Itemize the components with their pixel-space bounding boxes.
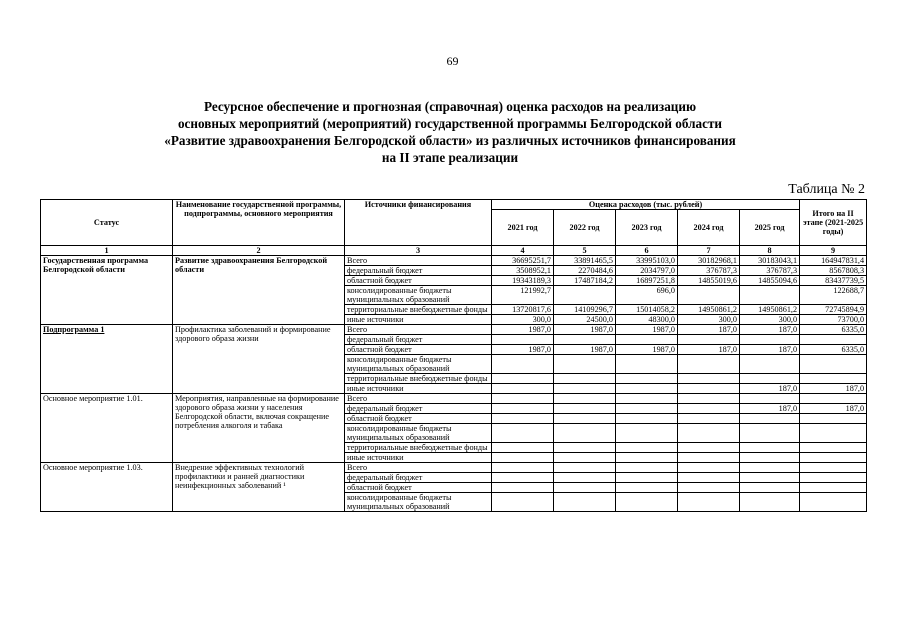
funding-source: Всего xyxy=(345,325,492,335)
funding-source: областной бюджет xyxy=(345,414,492,424)
col-number: 4 xyxy=(492,246,554,256)
year-value xyxy=(492,355,554,374)
year-value xyxy=(492,384,554,394)
year-value xyxy=(492,483,554,493)
year-value xyxy=(740,394,800,404)
year-value xyxy=(492,453,554,463)
year-value xyxy=(740,286,800,305)
year-value xyxy=(740,493,800,512)
year-value xyxy=(492,404,554,414)
year-value xyxy=(740,453,800,463)
year-value: 187,0 xyxy=(678,325,740,335)
row-status: Подпрограмма 1 xyxy=(41,325,173,394)
year-value: 1987,0 xyxy=(492,345,554,355)
col-number: 1 xyxy=(41,246,173,256)
year-value xyxy=(616,483,678,493)
year-value xyxy=(678,394,740,404)
year-value: 187,0 xyxy=(740,404,800,414)
row-program-name: Внедрение эффективных технологий профилактики и ранней диагностики неинфекционных заболеваний ¹ xyxy=(173,463,345,512)
col-number: 8 xyxy=(740,246,800,256)
funding-source: консолидированные бюджеты муниципальных образований xyxy=(345,493,492,512)
year-value: 3508952,1 xyxy=(492,266,554,276)
year-value xyxy=(616,374,678,384)
year-value xyxy=(554,453,616,463)
document-title xyxy=(100,98,800,166)
year-value: 1987,0 xyxy=(492,325,554,335)
year-value xyxy=(554,493,616,512)
funding-source: территориальные внебюджетные фонды xyxy=(345,305,492,315)
year-value: 16897251,8 xyxy=(616,276,678,286)
total-value: 122688,7 xyxy=(800,286,867,305)
year-value xyxy=(554,443,616,453)
year-value: 2270484,6 xyxy=(554,266,616,276)
title-line-1: Ресурсное обеспечение и прогнозная (справочная) оценка расходов на реализацию xyxy=(203,99,697,114)
year-value xyxy=(616,414,678,424)
table-row xyxy=(41,325,867,335)
year-value xyxy=(678,424,740,443)
table-header xyxy=(41,200,867,256)
total-value xyxy=(800,355,867,374)
year-value: 24500,0 xyxy=(554,315,616,325)
total-value: 72745894,9 xyxy=(800,305,867,315)
year-value: 187,0 xyxy=(678,345,740,355)
title-line-2: основных мероприятий (мероприятий) государственной программы Белгородской области xyxy=(177,116,723,131)
row-program-name: Мероприятия, направленные на формирование здорового образа жизни у населения Белгородской области, включая сокращение потребления алкоголя и табака xyxy=(173,394,345,463)
header-year-2022: 2022 год xyxy=(554,210,616,246)
year-value xyxy=(740,355,800,374)
year-value: 33891465,5 xyxy=(554,256,616,266)
year-value xyxy=(616,493,678,512)
year-value xyxy=(554,374,616,384)
year-value xyxy=(740,424,800,443)
year-value xyxy=(740,335,800,345)
year-value xyxy=(678,453,740,463)
year-value: 13720817,6 xyxy=(492,305,554,315)
year-value: 121992,7 xyxy=(492,286,554,305)
year-value: 14950861,2 xyxy=(678,305,740,315)
year-value xyxy=(616,473,678,483)
table-row xyxy=(41,394,867,404)
year-value: 33995103,0 xyxy=(616,256,678,266)
year-value xyxy=(740,414,800,424)
total-value xyxy=(800,443,867,453)
col-number: 2 xyxy=(173,246,345,256)
year-value xyxy=(678,493,740,512)
funding-source: Всего xyxy=(345,463,492,473)
year-value: 187,0 xyxy=(740,325,800,335)
funding-source: территориальные внебюджетные фонды xyxy=(345,374,492,384)
year-value xyxy=(554,404,616,414)
year-value: 300,0 xyxy=(740,315,800,325)
year-value: 17487184,2 xyxy=(554,276,616,286)
row-program-name: Развитие здравоохранения Белгородской области xyxy=(173,256,345,325)
header-name: Наименование государственной программы, подпрограммы, основного мероприятия xyxy=(173,200,345,246)
header-year-2023: 2023 год xyxy=(616,210,678,246)
year-value xyxy=(554,483,616,493)
col-number: 7 xyxy=(678,246,740,256)
year-value xyxy=(492,374,554,384)
year-value xyxy=(678,384,740,394)
total-value xyxy=(800,493,867,512)
header-estimate: Оценка расходов (тыс. рублей) xyxy=(492,200,800,210)
year-value xyxy=(740,483,800,493)
funding-source: иные источники xyxy=(345,384,492,394)
year-value xyxy=(492,424,554,443)
year-value xyxy=(616,335,678,345)
year-value: 30182968,1 xyxy=(678,256,740,266)
table-row xyxy=(41,463,867,473)
year-value xyxy=(678,473,740,483)
year-value: 15014058,2 xyxy=(616,305,678,315)
year-value xyxy=(678,463,740,473)
finance-table xyxy=(40,199,867,512)
total-value: 164947831,4 xyxy=(800,256,867,266)
total-value: 6335,0 xyxy=(800,325,867,335)
total-value xyxy=(800,374,867,384)
year-value: 14855019,6 xyxy=(678,276,740,286)
year-value xyxy=(492,473,554,483)
year-value: 187,0 xyxy=(740,384,800,394)
year-value: 2034797,0 xyxy=(616,266,678,276)
funding-source: федеральный бюджет xyxy=(345,473,492,483)
year-value: 1987,0 xyxy=(554,345,616,355)
funding-source: территориальные внебюджетные фонды xyxy=(345,443,492,453)
year-value: 1987,0 xyxy=(554,325,616,335)
year-value xyxy=(554,473,616,483)
year-value xyxy=(678,483,740,493)
total-value xyxy=(800,335,867,345)
header-status: Статус xyxy=(41,200,173,246)
header-sources: Источники финансирования xyxy=(345,200,492,246)
year-value xyxy=(678,443,740,453)
year-value: 36695251,7 xyxy=(492,256,554,266)
table-row xyxy=(41,256,867,266)
total-value: 8567808,3 xyxy=(800,266,867,276)
col-number: 9 xyxy=(800,246,867,256)
year-value xyxy=(678,374,740,384)
year-value: 14950861,2 xyxy=(740,305,800,315)
funding-source: консолидированные бюджеты муниципальных образований xyxy=(345,355,492,374)
year-value: 187,0 xyxy=(740,345,800,355)
year-value: 300,0 xyxy=(678,315,740,325)
year-value xyxy=(740,473,800,483)
year-value: 300,0 xyxy=(492,315,554,325)
funding-source: иные источники xyxy=(345,453,492,463)
year-value xyxy=(616,463,678,473)
year-value xyxy=(678,286,740,305)
total-value: 73700,0 xyxy=(800,315,867,325)
year-value: 376787,3 xyxy=(678,266,740,276)
year-value xyxy=(616,443,678,453)
year-value xyxy=(554,463,616,473)
year-value xyxy=(616,384,678,394)
year-value xyxy=(492,443,554,453)
year-value: 14855094,6 xyxy=(740,276,800,286)
col-number: 6 xyxy=(616,246,678,256)
year-value xyxy=(492,463,554,473)
funding-source: консолидированные бюджеты муниципальных образований xyxy=(345,424,492,443)
year-value xyxy=(554,286,616,305)
year-value xyxy=(616,394,678,404)
total-value xyxy=(800,394,867,404)
year-value xyxy=(554,355,616,374)
header-year-2024: 2024 год xyxy=(678,210,740,246)
funding-source: федеральный бюджет xyxy=(345,404,492,414)
header-total: Итого на II этапе (2021-2025 годы) xyxy=(800,200,867,246)
funding-source: Всего xyxy=(345,256,492,266)
funding-source: федеральный бюджет xyxy=(345,266,492,276)
title-line-3: «Развитие здравоохранения Белгородской области» из различных источников финансирования xyxy=(164,133,736,148)
year-value: 30183043,1 xyxy=(740,256,800,266)
year-value xyxy=(678,414,740,424)
year-value xyxy=(616,453,678,463)
total-value xyxy=(800,473,867,483)
year-value xyxy=(492,335,554,345)
year-value xyxy=(554,414,616,424)
year-value xyxy=(492,493,554,512)
funding-source: областной бюджет xyxy=(345,483,492,493)
year-value xyxy=(554,394,616,404)
header-year-2025: 2025 год xyxy=(740,210,800,246)
year-value xyxy=(740,443,800,453)
total-value xyxy=(800,483,867,493)
year-value xyxy=(616,355,678,374)
year-value xyxy=(554,335,616,345)
total-value: 187,0 xyxy=(800,404,867,414)
page-number: 69 xyxy=(446,54,459,68)
row-status: Государственная программа Белгородской области xyxy=(41,256,173,325)
funding-source: Всего xyxy=(345,394,492,404)
year-value: 376787,3 xyxy=(740,266,800,276)
year-value xyxy=(616,424,678,443)
row-status: Основное мероприятие 1.01. xyxy=(41,394,173,463)
total-value xyxy=(800,414,867,424)
row-status: Основное мероприятие 1.03. xyxy=(41,463,173,512)
year-value: 1987,0 xyxy=(616,325,678,335)
total-value: 6335,0 xyxy=(800,345,867,355)
col-number: 3 xyxy=(345,246,492,256)
year-value xyxy=(740,463,800,473)
total-value: 187,0 xyxy=(800,384,867,394)
year-value xyxy=(492,414,554,424)
year-value: 14109296,7 xyxy=(554,305,616,315)
year-value xyxy=(740,374,800,384)
year-value xyxy=(554,384,616,394)
year-value: 696,0 xyxy=(616,286,678,305)
funding-source: консолидированные бюджеты муниципальных образований xyxy=(345,286,492,305)
funding-source: федеральный бюджет xyxy=(345,335,492,345)
col-number: 5 xyxy=(554,246,616,256)
total-value xyxy=(800,463,867,473)
funding-source: областной бюджет xyxy=(345,276,492,286)
total-value xyxy=(800,453,867,463)
year-value: 1987,0 xyxy=(616,345,678,355)
total-value: 83437739,5 xyxy=(800,276,867,286)
year-value xyxy=(492,394,554,404)
year-value xyxy=(554,424,616,443)
year-value: 19343189,3 xyxy=(492,276,554,286)
funding-source: областной бюджет xyxy=(345,345,492,355)
title-line-4: на II этапе реализации xyxy=(381,150,519,165)
year-value xyxy=(678,335,740,345)
table-label: Таблица № 2 xyxy=(788,182,865,197)
funding-source: иные источники xyxy=(345,315,492,325)
header-year-2021: 2021 год xyxy=(492,210,554,246)
year-value xyxy=(616,404,678,414)
year-value: 48300,0 xyxy=(616,315,678,325)
year-value xyxy=(678,404,740,414)
year-value xyxy=(678,355,740,374)
total-value xyxy=(800,424,867,443)
row-program-name: Профилактика заболеваний и формирование здорового образа жизни xyxy=(173,325,345,394)
table-body xyxy=(41,256,867,512)
